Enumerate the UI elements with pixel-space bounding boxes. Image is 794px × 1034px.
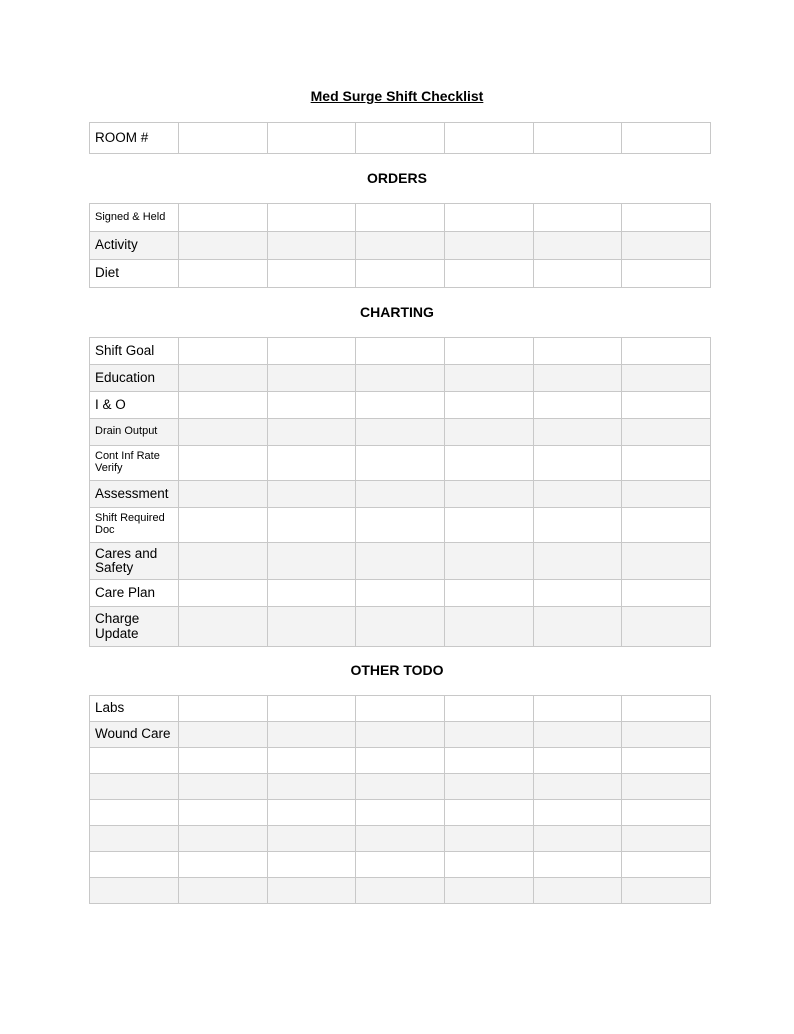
checklist-cell[interactable] [444, 722, 533, 748]
checklist-cell[interactable] [444, 852, 533, 878]
row-label: Charge Update [90, 607, 179, 647]
checklist-cell[interactable] [622, 446, 711, 481]
checklist-cell[interactable] [444, 392, 533, 419]
checklist-cell[interactable] [179, 419, 268, 446]
checklist-cell[interactable] [356, 365, 445, 392]
checklist-cell[interactable] [356, 232, 445, 260]
checklist-cell[interactable] [179, 481, 268, 508]
checklist-cell[interactable] [179, 852, 268, 878]
checklist-cell[interactable] [179, 878, 268, 904]
room-number-cell[interactable] [444, 123, 533, 154]
checklist-cell[interactable] [356, 260, 445, 288]
table-row [90, 508, 711, 543]
checklist-cell[interactable] [533, 392, 622, 419]
checklist-cell[interactable] [267, 696, 356, 722]
checklist-cell[interactable] [356, 774, 445, 800]
checklist-cell[interactable] [356, 696, 445, 722]
checklist-cell[interactable] [533, 826, 622, 852]
other-todo-table [89, 695, 711, 904]
checklist-cell[interactable] [267, 260, 356, 288]
row-label: Diet [90, 260, 179, 288]
checklist-cell[interactable] [533, 481, 622, 508]
checklist-cell[interactable] [267, 338, 356, 365]
checklist-cell[interactable] [622, 826, 711, 852]
checklist-cell[interactable] [533, 338, 622, 365]
checklist-cell[interactable] [444, 580, 533, 607]
checklist-cell[interactable] [622, 748, 711, 774]
table-row [90, 338, 711, 365]
checklist-cell[interactable] [267, 774, 356, 800]
checklist-cell[interactable] [179, 260, 268, 288]
checklist-cell[interactable] [533, 800, 622, 826]
checklist-cell[interactable] [356, 852, 445, 878]
checklist-cell[interactable] [179, 543, 268, 580]
checklist-cell[interactable] [622, 392, 711, 419]
checklist-cell[interactable] [179, 722, 268, 748]
checklist-cell[interactable] [444, 826, 533, 852]
checklist-cell[interactable] [533, 748, 622, 774]
checklist-cell[interactable] [267, 722, 356, 748]
checklist-cell[interactable] [444, 800, 533, 826]
checklist-cell[interactable] [533, 446, 622, 481]
checklist-cell[interactable] [179, 748, 268, 774]
room-label: ROOM # [90, 123, 179, 154]
checklist-cell[interactable] [267, 508, 356, 543]
checklist-cell[interactable] [533, 580, 622, 607]
checklist-cell[interactable] [356, 607, 445, 647]
checklist-cell[interactable] [179, 365, 268, 392]
table-row [90, 878, 711, 904]
room-number-cell[interactable] [533, 123, 622, 154]
row-label: I & O [90, 392, 179, 419]
table-row [90, 774, 711, 800]
checklist-cell[interactable] [267, 580, 356, 607]
checklist-cell[interactable] [533, 260, 622, 288]
checklist-cell[interactable] [444, 232, 533, 260]
row-label: Wound Care [90, 722, 179, 748]
checklist-cell[interactable] [444, 365, 533, 392]
checklist-cell[interactable] [444, 607, 533, 647]
checklist-cell[interactable] [179, 774, 268, 800]
checklist-cell[interactable] [356, 748, 445, 774]
checklist-cell[interactable] [179, 580, 268, 607]
checklist-cell[interactable] [533, 607, 622, 647]
table-row [90, 607, 711, 647]
checklist-cell[interactable] [622, 800, 711, 826]
checklist-cell[interactable] [622, 852, 711, 878]
checklist-cell[interactable] [622, 607, 711, 647]
checklist-cell[interactable] [533, 696, 622, 722]
checklist-cell[interactable] [356, 446, 445, 481]
room-number-cell[interactable] [356, 123, 445, 154]
checklist-cell[interactable] [356, 204, 445, 232]
room-number-cell[interactable] [622, 123, 711, 154]
row-label: Activity [90, 232, 179, 260]
checklist-cell[interactable] [267, 800, 356, 826]
checklist-cell[interactable] [533, 722, 622, 748]
checklist-cell[interactable] [356, 826, 445, 852]
table-row [90, 392, 711, 419]
row-label [90, 826, 179, 852]
checklist-cell[interactable] [444, 508, 533, 543]
row-label: Care Plan [90, 580, 179, 607]
checklist-cell[interactable] [444, 204, 533, 232]
checklist-cell[interactable] [179, 446, 268, 481]
checklist-cell[interactable] [622, 204, 711, 232]
checklist-cell[interactable] [356, 543, 445, 580]
checklist-cell[interactable] [444, 481, 533, 508]
checklist-cell[interactable] [622, 365, 711, 392]
checklist-cell[interactable] [533, 232, 622, 260]
checklist-cell[interactable] [622, 232, 711, 260]
room-table [89, 122, 711, 154]
checklist-cell[interactable] [356, 878, 445, 904]
row-label: Drain Output [90, 419, 179, 446]
table-row [90, 826, 711, 852]
checklist-cell[interactable] [267, 878, 356, 904]
checklist-cell[interactable] [356, 392, 445, 419]
row-label [90, 878, 179, 904]
checklist-cell[interactable] [444, 748, 533, 774]
checklist-cell[interactable] [179, 392, 268, 419]
checklist-cell[interactable] [179, 696, 268, 722]
checklist-cell[interactable] [356, 508, 445, 543]
row-label [90, 774, 179, 800]
checklist-cell[interactable] [622, 722, 711, 748]
room-number-cell[interactable] [267, 123, 356, 154]
checklist-cell[interactable] [267, 607, 356, 647]
checklist-cell[interactable] [267, 543, 356, 580]
checklist-cell[interactable] [622, 878, 711, 904]
checklist-cell[interactable] [179, 826, 268, 852]
checklist-cell[interactable] [622, 696, 711, 722]
checklist-cell[interactable] [533, 852, 622, 878]
checklist-cell[interactable] [267, 481, 356, 508]
table-row [90, 543, 711, 580]
checklist-cell[interactable] [533, 774, 622, 800]
checklist-cell[interactable] [179, 338, 268, 365]
checklist-cell[interactable] [267, 826, 356, 852]
checklist-cell[interactable] [267, 446, 356, 481]
checklist-cell[interactable] [356, 419, 445, 446]
checklist-cell[interactable] [267, 748, 356, 774]
row-label [90, 852, 179, 878]
checklist-cell[interactable] [179, 232, 268, 260]
row-label [90, 800, 179, 826]
checklist-cell[interactable] [444, 260, 533, 288]
checklist-cell[interactable] [444, 878, 533, 904]
checklist-cell[interactable] [444, 696, 533, 722]
checklist-cell[interactable] [533, 365, 622, 392]
checklist-cell[interactable] [179, 607, 268, 647]
row-label: Assessment [90, 481, 179, 508]
other-todo-heading: OTHER TODO [350, 662, 444, 678]
checklist-cell[interactable] [622, 543, 711, 580]
table-row [90, 481, 711, 508]
page-title: Med Surge Shift Checklist [310, 88, 484, 104]
row-label: Education [90, 365, 179, 392]
table-row [90, 722, 711, 748]
table-row [90, 580, 711, 607]
checklist-cell[interactable] [533, 543, 622, 580]
checklist-cell[interactable] [267, 232, 356, 260]
checklist-cell[interactable] [356, 722, 445, 748]
row-label: Labs [90, 696, 179, 722]
charting-table [89, 337, 711, 647]
checklist-cell[interactable] [622, 774, 711, 800]
checklist-cell[interactable] [444, 774, 533, 800]
row-label: Shift Goal [90, 338, 179, 365]
table-row [90, 260, 711, 288]
checklist-cell[interactable] [622, 481, 711, 508]
charting-heading: CHARTING [360, 304, 434, 320]
checklist-cell[interactable] [622, 419, 711, 446]
checklist-cell[interactable] [444, 338, 533, 365]
checklist-cell[interactable] [622, 260, 711, 288]
checklist-cell[interactable] [444, 419, 533, 446]
checklist-cell[interactable] [356, 338, 445, 365]
checklist-cell[interactable] [267, 852, 356, 878]
checklist-cell[interactable] [622, 508, 711, 543]
table-row [90, 232, 711, 260]
checklist-cell[interactable] [356, 580, 445, 607]
table-row [90, 446, 711, 481]
checklist-cell[interactable] [179, 800, 268, 826]
checklist-cell[interactable] [622, 338, 711, 365]
table-row [90, 800, 711, 826]
checklist-cell[interactable] [533, 204, 622, 232]
table-row [90, 419, 711, 446]
row-label: Cont Inf Rate Verify [90, 446, 179, 481]
row-label: Shift Required Doc [90, 508, 179, 543]
room-number-cell[interactable] [179, 123, 268, 154]
table-row [90, 852, 711, 878]
checklist-cell[interactable] [356, 481, 445, 508]
checklist-cell[interactable] [444, 446, 533, 481]
checklist-cell[interactable] [356, 800, 445, 826]
table-row [90, 696, 711, 722]
table-row [90, 748, 711, 774]
checklist-cell[interactable] [622, 580, 711, 607]
row-label: Cares and Safety [90, 543, 179, 580]
orders-heading: ORDERS [367, 170, 427, 186]
row-label: Signed & Held [90, 204, 179, 232]
checklist-cell[interactable] [267, 204, 356, 232]
checklist-cell[interactable] [533, 508, 622, 543]
checklist-cell[interactable] [179, 508, 268, 543]
checklist-cell[interactable] [444, 543, 533, 580]
checklist-cell[interactable] [267, 419, 356, 446]
row-label [90, 748, 179, 774]
table-row [90, 365, 711, 392]
checklist-cell[interactable] [533, 878, 622, 904]
checklist-cell[interactable] [267, 392, 356, 419]
orders-table [89, 203, 711, 288]
checklist-cell[interactable] [179, 204, 268, 232]
checklist-cell[interactable] [533, 419, 622, 446]
table-row [90, 204, 711, 232]
checklist-cell[interactable] [267, 365, 356, 392]
table-row [90, 123, 711, 154]
